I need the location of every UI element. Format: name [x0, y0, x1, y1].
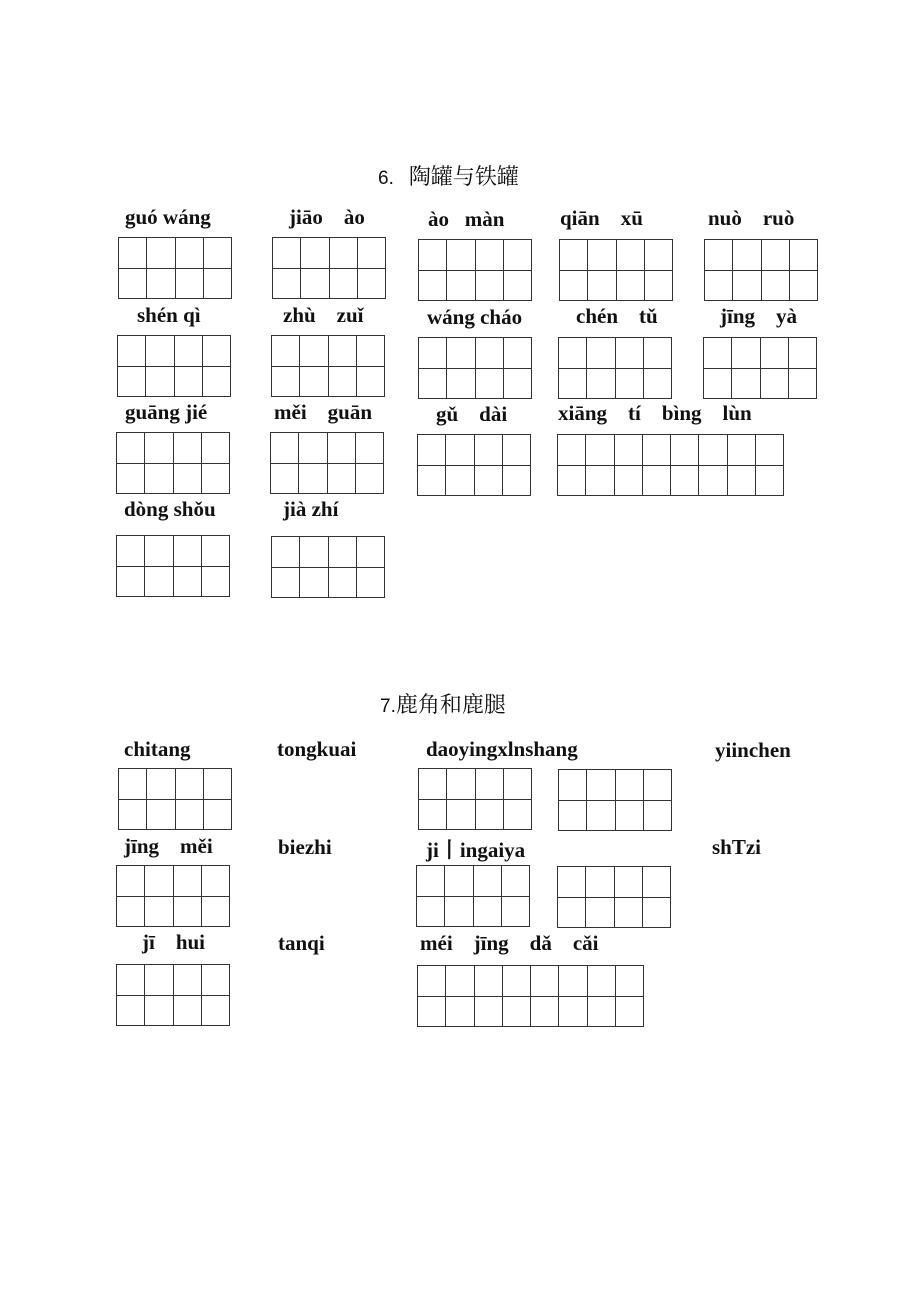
writing-cell[interactable] — [447, 800, 475, 831]
writing-cell[interactable] — [419, 240, 447, 271]
writing-cell[interactable] — [174, 965, 202, 996]
writing-cell[interactable] — [145, 996, 173, 1027]
writing-cell[interactable] — [587, 369, 615, 400]
writing-cell[interactable] — [502, 897, 530, 928]
writing-cell[interactable] — [147, 769, 175, 800]
writing-cell[interactable] — [117, 567, 145, 598]
writing-grid[interactable] — [118, 768, 232, 830]
writing-cell[interactable] — [272, 568, 300, 599]
writing-cell[interactable] — [273, 238, 301, 269]
writing-cell[interactable] — [176, 769, 204, 800]
writing-cell[interactable] — [447, 240, 475, 271]
writing-cell[interactable] — [475, 435, 503, 466]
writing-cell[interactable] — [119, 269, 147, 300]
writing-cell[interactable] — [174, 536, 202, 567]
writing-grid[interactable] — [559, 239, 673, 301]
writing-cell[interactable] — [272, 367, 300, 398]
writing-cell[interactable] — [445, 897, 473, 928]
pinyin-label: ào màn — [428, 207, 505, 231]
writing-cell[interactable] — [644, 770, 672, 801]
writing-cell[interactable] — [733, 271, 761, 302]
pinyin-label: guāng jié — [125, 400, 208, 424]
writing-cell[interactable] — [329, 568, 357, 599]
writing-cell[interactable] — [118, 336, 146, 367]
writing-cell[interactable] — [704, 338, 732, 369]
writing-cell[interactable] — [588, 997, 616, 1028]
writing-cell[interactable] — [419, 338, 447, 369]
writing-cell[interactable] — [301, 238, 329, 269]
writing-cell[interactable] — [476, 800, 504, 831]
writing-cell[interactable] — [502, 866, 530, 897]
pinyin-label: guó wáng — [125, 205, 211, 229]
writing-cell[interactable] — [756, 435, 784, 466]
writing-cell[interactable] — [203, 367, 231, 398]
writing-cell[interactable] — [789, 369, 817, 400]
writing-cell[interactable] — [202, 965, 230, 996]
writing-grid[interactable] — [558, 769, 672, 831]
writing-cell[interactable] — [644, 369, 672, 400]
section-title-text: 鹿角和鹿腿 — [395, 693, 506, 718]
writing-cell[interactable] — [147, 238, 175, 269]
writing-cell[interactable] — [273, 269, 301, 300]
writing-cell[interactable] — [204, 269, 232, 300]
writing-grid[interactable] — [670, 434, 784, 496]
writing-cell[interactable] — [728, 435, 756, 466]
writing-cell[interactable] — [616, 801, 644, 832]
writing-cell[interactable] — [357, 336, 385, 367]
writing-cell[interactable] — [476, 369, 504, 400]
writing-cell[interactable] — [615, 435, 643, 466]
pinyin-label: chén tǔ — [576, 304, 658, 328]
pinyin-label: yiinchen — [715, 738, 791, 762]
writing-cell[interactable] — [504, 769, 532, 800]
writing-cell[interactable] — [176, 238, 204, 269]
writing-cell[interactable] — [300, 367, 328, 398]
writing-cell[interactable] — [733, 240, 761, 271]
writing-cell[interactable] — [643, 466, 671, 497]
writing-cell[interactable] — [147, 800, 175, 831]
writing-cell[interactable] — [418, 997, 446, 1028]
writing-cell[interactable] — [475, 997, 503, 1028]
writing-cell[interactable] — [202, 897, 230, 928]
writing-cell[interactable] — [174, 996, 202, 1027]
writing-cell[interactable] — [762, 271, 790, 302]
pinyin-label: měi guān — [274, 400, 373, 424]
writing-cell[interactable] — [202, 536, 230, 567]
writing-cell[interactable] — [586, 466, 614, 497]
writing-cell[interactable] — [300, 336, 328, 367]
writing-cell[interactable] — [790, 271, 818, 302]
writing-cell[interactable] — [756, 466, 784, 497]
writing-cell[interactable] — [732, 338, 760, 369]
writing-cell[interactable] — [616, 770, 644, 801]
pinyin-label: zhù zuǐ — [283, 303, 364, 327]
writing-cell[interactable] — [419, 271, 447, 302]
writing-grid[interactable] — [116, 432, 230, 494]
writing-cell[interactable] — [790, 240, 818, 271]
writing-cell[interactable] — [446, 966, 474, 997]
writing-cell[interactable] — [174, 567, 202, 598]
writing-cell[interactable] — [588, 240, 616, 271]
writing-cell[interactable] — [445, 866, 473, 897]
writing-cell[interactable] — [504, 271, 532, 302]
writing-cell[interactable] — [329, 367, 357, 398]
writing-grid[interactable] — [116, 535, 230, 597]
writing-cell[interactable] — [272, 537, 300, 568]
writing-grid[interactable] — [418, 337, 532, 399]
writing-cell[interactable] — [558, 867, 586, 898]
writing-cell[interactable] — [643, 435, 671, 466]
writing-cell[interactable] — [175, 336, 203, 367]
writing-grid[interactable] — [557, 434, 671, 496]
section-title-text: 陶罐与铁罐 — [408, 165, 519, 190]
writing-cell[interactable] — [761, 369, 789, 400]
writing-cell[interactable] — [300, 568, 328, 599]
writing-cell[interactable] — [474, 866, 502, 897]
writing-grid[interactable] — [703, 337, 817, 399]
writing-cell[interactable] — [476, 769, 504, 800]
pinyin-label: dòng shǒu — [124, 497, 216, 521]
writing-cell[interactable] — [145, 866, 173, 897]
writing-cell[interactable] — [204, 800, 232, 831]
writing-cell[interactable] — [476, 240, 504, 271]
writing-cell[interactable] — [616, 338, 644, 369]
writing-cell[interactable] — [587, 338, 615, 369]
writing-cell[interactable] — [559, 997, 587, 1028]
writing-cell[interactable] — [558, 435, 586, 466]
writing-cell[interactable] — [418, 466, 446, 497]
writing-cell[interactable] — [447, 338, 475, 369]
writing-cell[interactable] — [147, 269, 175, 300]
writing-cell[interactable] — [587, 801, 615, 832]
writing-cell[interactable] — [617, 240, 645, 271]
writing-grid[interactable] — [557, 866, 671, 928]
writing-grid[interactable] — [418, 768, 532, 830]
pinyin-label: xiāng tí bìng lùn — [558, 401, 752, 425]
writing-cell[interactable] — [560, 271, 588, 302]
writing-cell[interactable] — [146, 367, 174, 398]
writing-cell[interactable] — [145, 897, 173, 928]
writing-cell[interactable] — [358, 238, 386, 269]
writing-grid[interactable] — [271, 536, 385, 598]
writing-grid[interactable] — [271, 335, 385, 397]
writing-cell[interactable] — [117, 464, 145, 495]
writing-cell[interactable] — [119, 238, 147, 269]
writing-cell[interactable] — [728, 466, 756, 497]
writing-cell[interactable] — [587, 770, 615, 801]
pinyin-label: jiāo ào — [289, 205, 365, 229]
writing-cell[interactable] — [301, 269, 329, 300]
writing-cell[interactable] — [475, 466, 503, 497]
writing-cell[interactable] — [271, 464, 299, 495]
writing-cell[interactable] — [615, 898, 643, 929]
writing-cell[interactable] — [419, 369, 447, 400]
writing-cell[interactable] — [119, 769, 147, 800]
writing-cell[interactable] — [202, 433, 230, 464]
writing-cell[interactable] — [475, 966, 503, 997]
writing-cell[interactable] — [704, 369, 732, 400]
writing-cell[interactable] — [202, 866, 230, 897]
writing-cell[interactable] — [643, 867, 671, 898]
writing-cell[interactable] — [330, 269, 358, 300]
writing-cell[interactable] — [202, 464, 230, 495]
writing-grid[interactable] — [118, 237, 232, 299]
writing-cell[interactable] — [329, 537, 357, 568]
writing-cell[interactable] — [644, 801, 672, 832]
writing-cell[interactable] — [329, 336, 357, 367]
writing-cell[interactable] — [175, 367, 203, 398]
writing-cell[interactable] — [300, 537, 328, 568]
writing-cell[interactable] — [117, 866, 145, 897]
writing-cell[interactable] — [419, 769, 447, 800]
writing-cell[interactable] — [447, 271, 475, 302]
writing-cell[interactable] — [588, 966, 616, 997]
writing-grid[interactable] — [272, 237, 386, 299]
writing-grid[interactable] — [418, 239, 532, 301]
writing-cell[interactable] — [145, 536, 173, 567]
writing-cell[interactable] — [503, 966, 531, 997]
writing-cell[interactable] — [174, 866, 202, 897]
writing-cell[interactable] — [174, 464, 202, 495]
section-title — [380, 688, 506, 719]
writing-grid[interactable] — [704, 239, 818, 301]
writing-cell[interactable] — [705, 240, 733, 271]
writing-cell[interactable] — [559, 966, 587, 997]
writing-cell[interactable] — [671, 466, 699, 497]
writing-cell[interactable] — [504, 338, 532, 369]
writing-cell[interactable] — [762, 240, 790, 271]
writing-grid[interactable] — [116, 964, 230, 1026]
section-number: 6. — [378, 168, 394, 189]
writing-grid[interactable] — [117, 335, 231, 397]
writing-cell[interactable] — [476, 338, 504, 369]
writing-cell[interactable] — [204, 769, 232, 800]
writing-cell[interactable] — [617, 271, 645, 302]
writing-cell[interactable] — [117, 996, 145, 1027]
writing-cell[interactable] — [356, 433, 384, 464]
writing-cell[interactable] — [271, 433, 299, 464]
writing-cell[interactable] — [531, 966, 559, 997]
pinyin-label: jīng měi — [124, 834, 213, 858]
writing-cell[interactable] — [417, 897, 445, 928]
writing-cell[interactable] — [503, 435, 531, 466]
writing-cell[interactable] — [174, 433, 202, 464]
writing-cell[interactable] — [118, 367, 146, 398]
writing-grid[interactable] — [558, 337, 672, 399]
section-title — [378, 160, 519, 191]
pinyin-label: tanqi — [278, 931, 325, 955]
writing-grid[interactable] — [417, 965, 644, 1027]
writing-cell[interactable] — [503, 466, 531, 497]
writing-cell[interactable] — [476, 271, 504, 302]
writing-cell[interactable] — [145, 433, 173, 464]
writing-grid[interactable] — [417, 434, 531, 496]
writing-cell[interactable] — [419, 800, 447, 831]
writing-cell[interactable] — [560, 240, 588, 271]
writing-cell[interactable] — [272, 336, 300, 367]
writing-cell[interactable] — [761, 338, 789, 369]
writing-cell[interactable] — [145, 567, 173, 598]
writing-cell[interactable] — [117, 965, 145, 996]
writing-cell[interactable] — [559, 338, 587, 369]
writing-cell[interactable] — [531, 997, 559, 1028]
writing-cell[interactable] — [504, 800, 532, 831]
writing-cell[interactable] — [699, 466, 727, 497]
writing-cell[interactable] — [356, 464, 384, 495]
pinyin-label: gǔ dài — [436, 402, 508, 426]
pinyin-label: qiān xū — [560, 206, 643, 230]
writing-cell[interactable] — [588, 271, 616, 302]
writing-cell[interactable] — [174, 897, 202, 928]
pinyin-label: ji丨ingaiya — [426, 838, 526, 862]
pinyin-label: jīng yà — [720, 304, 798, 328]
pinyin-label: jià zhí — [283, 497, 339, 521]
pinyin-label: méi jīng dǎ cǎi — [420, 931, 599, 955]
writing-cell[interactable] — [417, 866, 445, 897]
writing-cell[interactable] — [446, 997, 474, 1028]
writing-cell[interactable] — [117, 433, 145, 464]
writing-cell[interactable] — [474, 897, 502, 928]
writing-cell[interactable] — [328, 433, 356, 464]
writing-cell[interactable] — [119, 800, 147, 831]
writing-cell[interactable] — [615, 867, 643, 898]
writing-cell[interactable] — [446, 435, 474, 466]
writing-cell[interactable] — [299, 433, 327, 464]
writing-cell[interactable] — [202, 996, 230, 1027]
writing-cell[interactable] — [705, 271, 733, 302]
writing-cell[interactable] — [671, 435, 699, 466]
writing-cell[interactable] — [644, 338, 672, 369]
writing-cell[interactable] — [117, 897, 145, 928]
writing-cell[interactable] — [357, 537, 385, 568]
pinyin-label: chitang — [124, 737, 191, 761]
writing-cell[interactable] — [203, 336, 231, 367]
pinyin-label: jī hui — [142, 930, 206, 954]
writing-cell[interactable] — [145, 965, 173, 996]
writing-cell[interactable] — [616, 997, 644, 1028]
writing-cell[interactable] — [559, 801, 587, 832]
writing-grid[interactable] — [416, 865, 530, 927]
writing-cell[interactable] — [558, 898, 586, 929]
writing-cell[interactable] — [418, 435, 446, 466]
pinyin-label: tongkuai — [277, 737, 357, 761]
writing-cell[interactable] — [559, 369, 587, 400]
pinyin-label: biezhi — [278, 835, 332, 859]
writing-cell[interactable] — [447, 769, 475, 800]
writing-cell[interactable] — [299, 464, 327, 495]
writing-cell[interactable] — [645, 271, 673, 302]
writing-cell[interactable] — [699, 435, 727, 466]
pinyin-label: wáng cháo — [427, 305, 523, 329]
writing-grid[interactable] — [270, 432, 384, 494]
writing-cell[interactable] — [504, 369, 532, 400]
writing-cell[interactable] — [645, 240, 673, 271]
writing-cell[interactable] — [616, 369, 644, 400]
writing-cell[interactable] — [357, 367, 385, 398]
writing-grid[interactable] — [116, 865, 230, 927]
writing-cell[interactable] — [615, 466, 643, 497]
pinyin-label: daoyingxlnshang — [426, 737, 578, 761]
writing-cell[interactable] — [446, 466, 474, 497]
writing-cell[interactable] — [176, 800, 204, 831]
writing-cell[interactable] — [558, 466, 586, 497]
writing-cell[interactable] — [146, 336, 174, 367]
writing-cell[interactable] — [418, 966, 446, 997]
pinyin-label: shTzi — [712, 835, 762, 859]
writing-cell[interactable] — [117, 536, 145, 567]
writing-cell[interactable] — [616, 966, 644, 997]
writing-cell[interactable] — [586, 898, 614, 929]
pinyin-label: nuò ruò — [708, 206, 795, 230]
writing-cell[interactable] — [559, 770, 587, 801]
writing-cell[interactable] — [202, 567, 230, 598]
writing-cell[interactable] — [330, 238, 358, 269]
writing-cell[interactable] — [586, 435, 614, 466]
writing-cell[interactable] — [503, 997, 531, 1028]
writing-cell[interactable] — [586, 867, 614, 898]
writing-cell[interactable] — [447, 369, 475, 400]
writing-cell[interactable] — [789, 338, 817, 369]
writing-cell[interactable] — [643, 898, 671, 929]
writing-cell[interactable] — [358, 269, 386, 300]
writing-cell[interactable] — [328, 464, 356, 495]
writing-cell[interactable] — [357, 568, 385, 599]
pinyin-label: shén qì — [137, 303, 201, 327]
writing-cell[interactable] — [732, 369, 760, 400]
writing-cell[interactable] — [145, 464, 173, 495]
writing-cell[interactable] — [204, 238, 232, 269]
writing-cell[interactable] — [504, 240, 532, 271]
writing-cell[interactable] — [176, 269, 204, 300]
section-number: 7. — [380, 696, 396, 717]
